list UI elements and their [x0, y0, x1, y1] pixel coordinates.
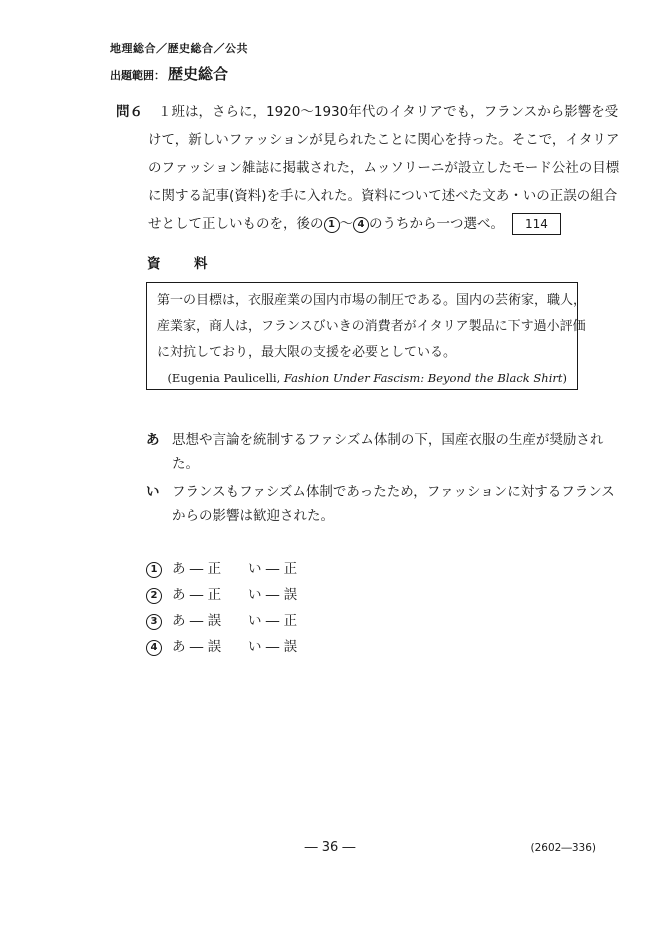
exam-range-label: 出題範囲： — [110, 69, 165, 82]
statement-a-line-2: た。 — [172, 456, 199, 472]
statement-a-label: あ — [146, 432, 160, 448]
source-title: Fashion Under Fascism: Beyond the Black Shirt — [283, 371, 563, 385]
choice-1-a: あ ― 正 — [172, 561, 222, 577]
exam-range-value: 歴史総合 — [168, 65, 229, 83]
source-suffix: ) — [562, 371, 567, 385]
statement-a-line-1: 思想や言論を統制するファシズム体制の下，国産衣服の生産が奨励され — [172, 432, 604, 448]
question-line-2: けて，新しいファッションが見られたことに関心を持った。そこで，イタリア — [148, 132, 620, 148]
exam-range — [110, 63, 228, 84]
subject-list: 地理総合／歴史総合／公共 — [110, 42, 248, 55]
choice-4-i: い ― 誤 — [248, 639, 298, 655]
choice-circle-4-icon: 4 — [353, 217, 369, 233]
choice-3-i: い ― 正 — [248, 613, 298, 629]
choice-1 — [146, 556, 297, 582]
choice-4 — [146, 634, 297, 660]
statement-a — [146, 428, 604, 476]
resource-label: 資 料 — [147, 256, 218, 272]
exam-code: (2602―336) — [530, 842, 596, 854]
choice-4-number-icon: 4 — [146, 640, 162, 656]
source-prefix: (Eugenia Paulicelli, — [167, 371, 284, 385]
resource-line-3: に対抗しており，最大限の支援を必要としている。 — [157, 345, 457, 360]
statement-i-label: い — [146, 484, 160, 500]
question-line-1: １班は，さらに，1920〜1930年代のイタリアでも，フランスから影響を受 — [158, 104, 619, 120]
resource-source — [157, 368, 567, 388]
choice-1-i: い ― 正 — [248, 561, 298, 577]
question-text — [148, 98, 620, 238]
question-line-5-text: せとして正しいものを，後の — [148, 216, 324, 232]
resource-line-1: 第一の目標は，衣服産業の国内市場の制圧である。国内の芸術家，職人， — [157, 293, 587, 308]
answer-choices — [146, 556, 297, 660]
choice-2-number-icon: 2 — [146, 588, 162, 604]
choice-2-i: い ― 誤 — [248, 587, 298, 603]
choice-2 — [146, 582, 297, 608]
statement-i-line-1: フランスもファシズム体制であったため，ファッションに対するフランス — [172, 484, 615, 500]
question-line-5 — [148, 210, 596, 238]
question-number: 問６ — [116, 104, 143, 120]
question-6 — [116, 98, 620, 238]
choice-3 — [146, 608, 297, 634]
question-line-3: のファッション雑誌に掲載された，ムッソリーニが設立したモード公社の目標 — [148, 160, 620, 176]
choice-1-number-icon: 1 — [146, 562, 162, 578]
question-line-4: に関する記事(資料)を手に入れた。資料について述べた文あ・いの正誤の組合 — [148, 188, 618, 204]
page-number: ― 36 ― — [304, 840, 356, 855]
choice-circle-1-icon: 1 — [324, 217, 340, 233]
choice-3-a: あ ― 誤 — [172, 613, 222, 629]
statement-i-line-2: からの影響は歓迎された。 — [172, 508, 334, 524]
statement-i — [146, 480, 615, 528]
answer-number-box: 114 — [512, 213, 561, 235]
choice-4-a: あ ― 誤 — [172, 639, 222, 655]
resource-line-2: 産業家，商人は，フランスびいきの消費者がイタリア製品に下す過小評価 — [157, 319, 586, 334]
choice-2-a: あ ― 正 — [172, 587, 222, 603]
resource-box — [146, 282, 587, 390]
choice-3-number-icon: 3 — [146, 614, 162, 630]
range-tilde: 〜 — [339, 216, 353, 232]
question-line-5-end: のうちから一つ選べ。 — [369, 216, 504, 232]
